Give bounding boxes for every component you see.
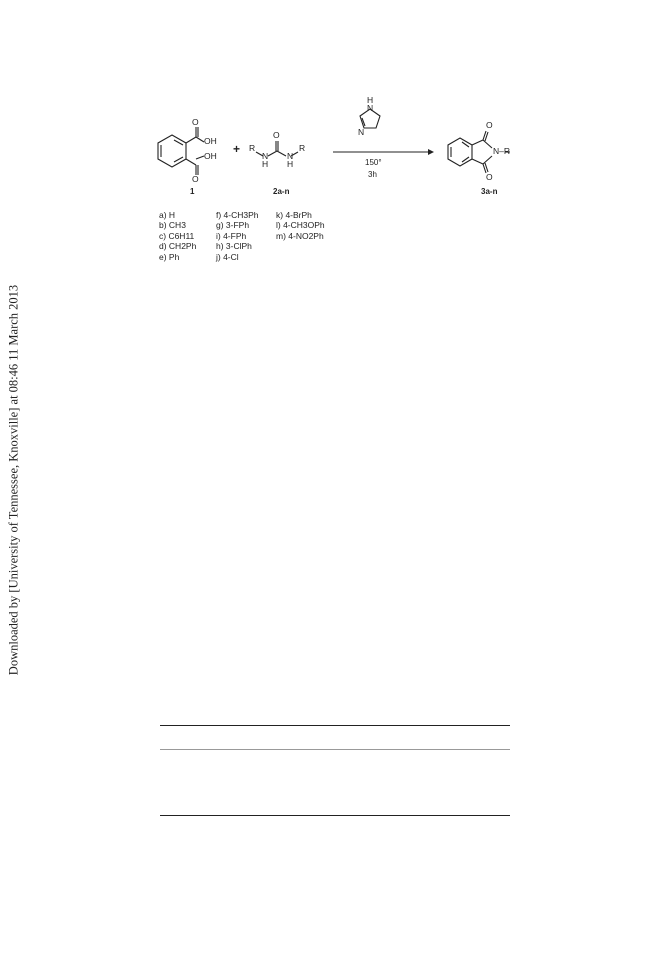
urea-r-left: R [249, 143, 256, 153]
compound-label-acid: 1 [190, 187, 195, 196]
substituent-list-2 [216, 210, 259, 262]
urea-r-right: R [299, 143, 306, 153]
acid-oh-top: OH [204, 136, 217, 146]
substituent-item: g) 3-FPh [216, 220, 250, 231]
substituent-item: e) Ph [159, 251, 180, 262]
product-oxygen-bottom: O [486, 172, 493, 182]
substituent-item: l) 4-CH3OPh [276, 220, 325, 231]
substituent-item: j) 4-Cl [216, 251, 239, 262]
download-note: Downloaded by [University of Tennessee, Knoxville] at 08:46 11 March 2013 [6, 284, 21, 676]
plus-sign: + [233, 142, 241, 156]
substituent-item: m) 4-NO2Ph [276, 230, 324, 241]
urea-h-left: H [262, 159, 269, 169]
substituent-item: f) 4-CH3Ph [216, 210, 259, 220]
scheme-structures [150, 95, 520, 245]
urea-n-left: N [262, 151, 269, 161]
reaction-scheme [150, 95, 520, 262]
table-top-rule [160, 725, 510, 726]
substituent-item: d) CH2Ph [159, 241, 197, 252]
imidazole-n-bottom: N [358, 127, 365, 137]
arrow-head [428, 149, 434, 155]
reaction-temperature: 150° [365, 158, 382, 167]
substituent-list-1 [159, 210, 196, 262]
download-sidebar [0, 0, 28, 960]
substituent-item: c) C6H11 [159, 230, 195, 241]
acid-oxygen-bottom: O [192, 174, 199, 184]
acid-oh-bottom: OH [204, 151, 217, 161]
table-header-rule [160, 749, 510, 750]
compound-label-product: 3a-n [481, 187, 498, 196]
imidazole-h: H [367, 95, 374, 105]
reaction-time: 3h [368, 170, 377, 179]
urea-oxygen: O [273, 130, 280, 140]
phthalic-acid-structure [158, 127, 204, 175]
substituent-item: k) 4-BrPh [276, 210, 312, 220]
substituent-item: i) 4-FPh [216, 230, 247, 241]
urea-h-right: H [287, 159, 294, 169]
substituent-item: a) H [159, 210, 176, 220]
substituent-item: b) CH3 [159, 220, 186, 231]
substituent-item: h) 3-ClPh [216, 241, 252, 252]
table-bottom-rule [160, 815, 510, 816]
product-n-r: N–R [493, 146, 511, 156]
urea-n-right: N [287, 151, 294, 161]
compound-label-urea: 2a-n [273, 187, 290, 196]
acid-oxygen-top: O [192, 117, 199, 127]
substituent-list-3 [276, 210, 325, 241]
product-oxygen-top: O [486, 120, 493, 130]
imidazole-n-top: N [367, 103, 374, 113]
